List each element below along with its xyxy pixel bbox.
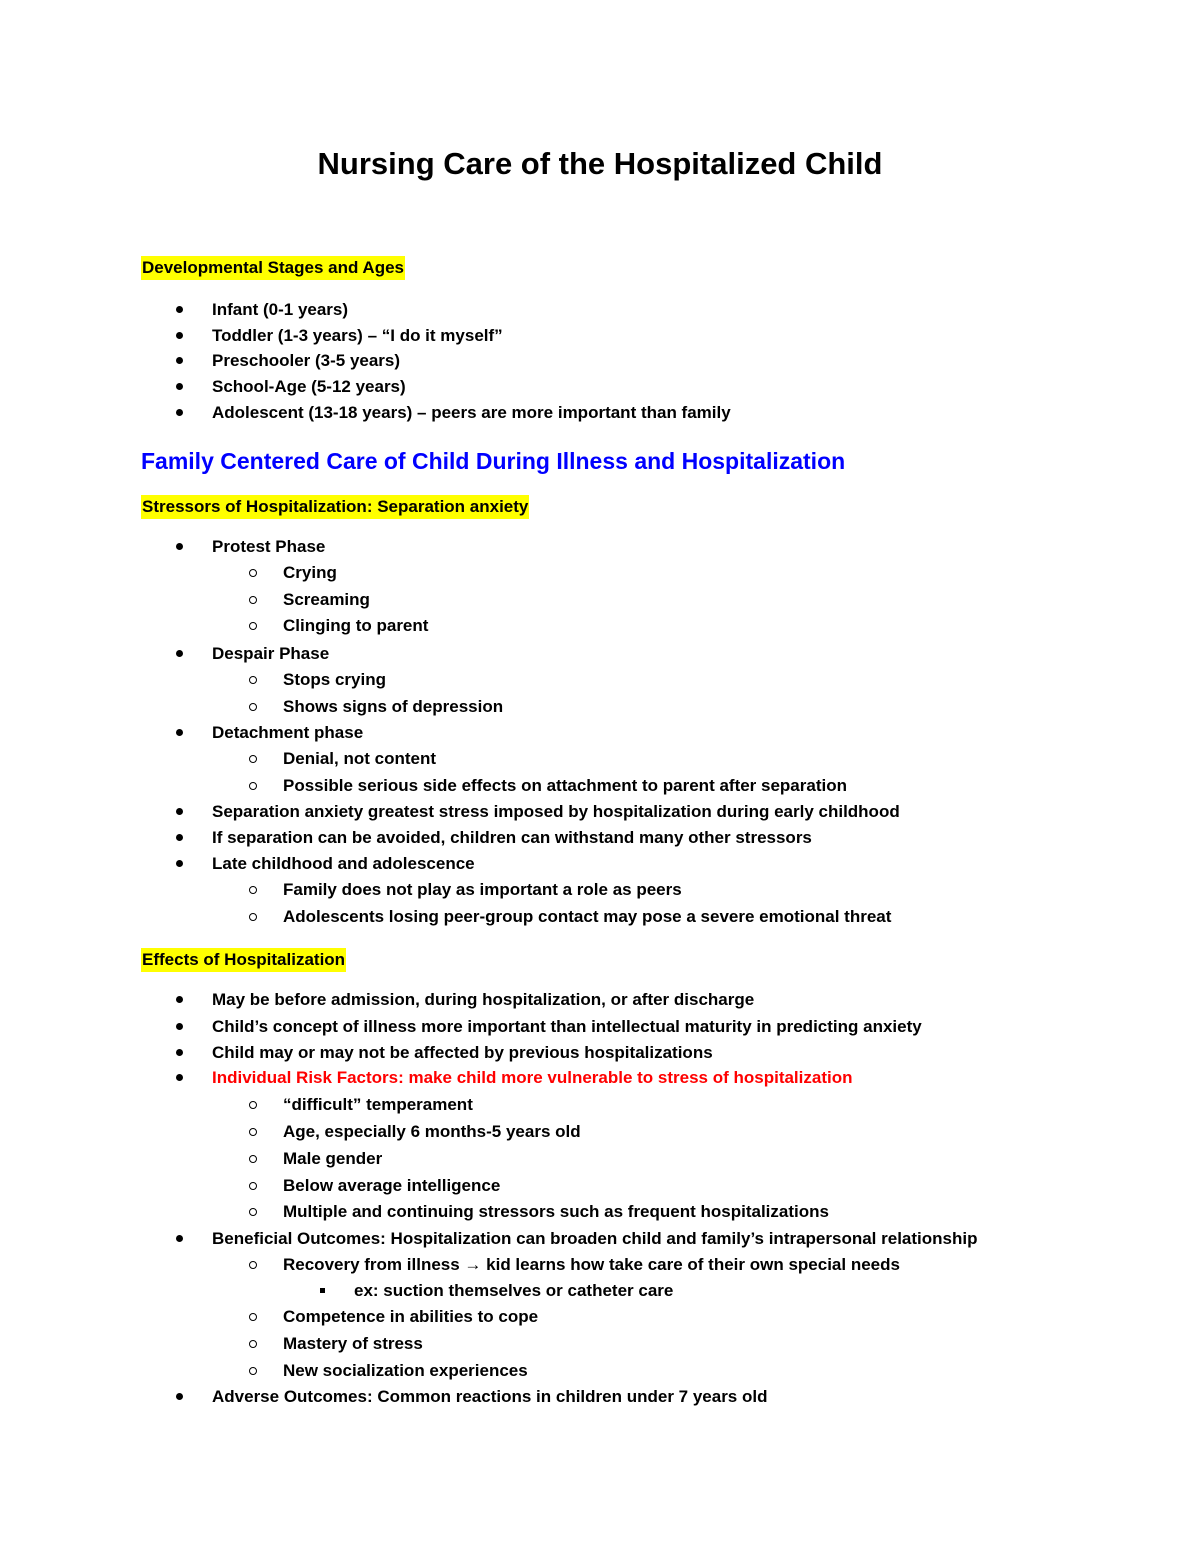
sub-list-item: Possible serious side effects on attachment to parent after separation — [283, 776, 847, 795]
bullet — [176, 996, 183, 1003]
bullet — [176, 543, 183, 550]
sub-bullet — [249, 1340, 257, 1348]
sub-bullet — [249, 782, 257, 790]
sub-sub-list-item: ex: suction themselves or catheter care — [354, 1281, 674, 1300]
sub-list-item: Competence in abilities to cope — [283, 1307, 539, 1326]
list-item: Beneficial Outcomes: Hospitalization can broaden child and family’s intrapersonal relationship — [212, 1229, 978, 1248]
list-item: Separation anxiety greatest stress imposed by hospitalization during early childhood — [212, 802, 900, 821]
sub-bullet — [249, 1155, 257, 1163]
sub-list-item: Below average intelligence — [283, 1176, 501, 1195]
list-item: Protest Phase — [212, 537, 326, 556]
sub-list-item: Adolescents losing peer-group contact may pose a severe emotional threat — [283, 907, 892, 926]
sub-list-item: Mastery of stress — [283, 1334, 423, 1353]
list-item: Infant (0-1 years) — [212, 300, 349, 319]
section-heading-effects-of-hospitalization: Effects of Hospitalization — [141, 948, 346, 972]
bullet — [176, 729, 183, 736]
section-heading-family-centered-care: Family Centered Care of Child During Illness and Hospitalization — [141, 448, 846, 474]
list-item: Late childhood and adolescence — [212, 854, 475, 873]
bullet — [176, 306, 183, 313]
list-item: Adolescent (13-18 years) – peers are more important than family — [212, 403, 731, 422]
list-item: Child’s concept of illness more important than intellectual maturity in predicting anxiety — [212, 1017, 922, 1036]
bullet — [176, 1393, 183, 1400]
bullet — [176, 383, 183, 390]
sub-bullet — [249, 913, 257, 921]
sub-list-item: Age, especially 6 months-5 years old — [283, 1122, 581, 1141]
sub-list-item: Family does not play as important a role as peers — [283, 880, 682, 899]
list-item: May be before admission, during hospitalization, or after discharge — [212, 990, 755, 1009]
sub-list-item: “difficult” temperament — [283, 1095, 473, 1114]
list-item: Toddler (1-3 years) – “I do it myself” — [212, 326, 503, 345]
sub-bullet — [249, 596, 257, 604]
sub-list-item: Male gender — [283, 1149, 383, 1168]
bullet — [176, 808, 183, 815]
sub-bullet — [249, 1313, 257, 1321]
sub-bullet — [249, 1128, 257, 1136]
sub-sub-bullet — [320, 1288, 325, 1293]
list-item: Child may or may not be affected by previous hospitalizations — [212, 1043, 713, 1062]
list-item: Adverse Outcomes: Common reactions in children under 7 years old — [212, 1387, 768, 1406]
sub-bullet — [249, 886, 257, 894]
bullet — [176, 357, 183, 364]
sub-list-item: Crying — [283, 563, 337, 582]
list-item: If separation can be avoided, children can withstand many other stressors — [212, 828, 812, 847]
section-heading-developmental-stages: Developmental Stages and Ages — [141, 256, 405, 280]
list-item: School-Age (5-12 years) — [212, 377, 406, 396]
bullet — [176, 409, 183, 416]
sub-list-item: New socialization experiences — [283, 1361, 528, 1380]
list-item: Detachment phase — [212, 723, 364, 742]
sub-bullet — [249, 1101, 257, 1109]
sub-list-item: Screaming — [283, 590, 370, 609]
bullet — [176, 1023, 183, 1030]
bullet — [176, 834, 183, 841]
sub-bullet — [249, 703, 257, 711]
sub-bullet — [249, 569, 257, 577]
subheading-separation-anxiety: Stressors of Hospitalization: Separation anxiety — [141, 495, 529, 519]
list-item: Preschooler (3-5 years) — [212, 351, 401, 370]
sub-list-item: Clinging to parent — [283, 616, 429, 635]
bullet — [176, 1049, 183, 1056]
sub-bullet — [249, 676, 257, 684]
bullet — [176, 1074, 183, 1081]
bullet — [176, 1235, 183, 1242]
sub-list-item: Recovery from illness → kid learns how take care of their own special needs — [283, 1255, 900, 1274]
sub-list-item: Stops crying — [283, 670, 386, 689]
sub-bullet — [249, 622, 257, 630]
list-item-risk-factors: Individual Risk Factors: make child more vulnerable to stress of hospitalization — [212, 1068, 853, 1087]
list-item: Despair Phase — [212, 644, 330, 663]
sub-bullet — [249, 1182, 257, 1190]
sub-list-item: Multiple and continuing stressors such as frequent hospitalizations — [283, 1202, 829, 1221]
sub-bullet — [249, 1367, 257, 1375]
sub-list-item: Shows signs of depression — [283, 697, 504, 716]
sub-list-item: Denial, not content — [283, 749, 436, 768]
sub-bullet — [249, 1261, 257, 1269]
bullet — [176, 650, 183, 657]
sub-bullet — [249, 755, 257, 763]
bullet — [176, 860, 183, 867]
document-title: Nursing Care of the Hospitalized Child — [317, 146, 883, 181]
bullet — [176, 332, 183, 339]
sub-bullet — [249, 1208, 257, 1216]
